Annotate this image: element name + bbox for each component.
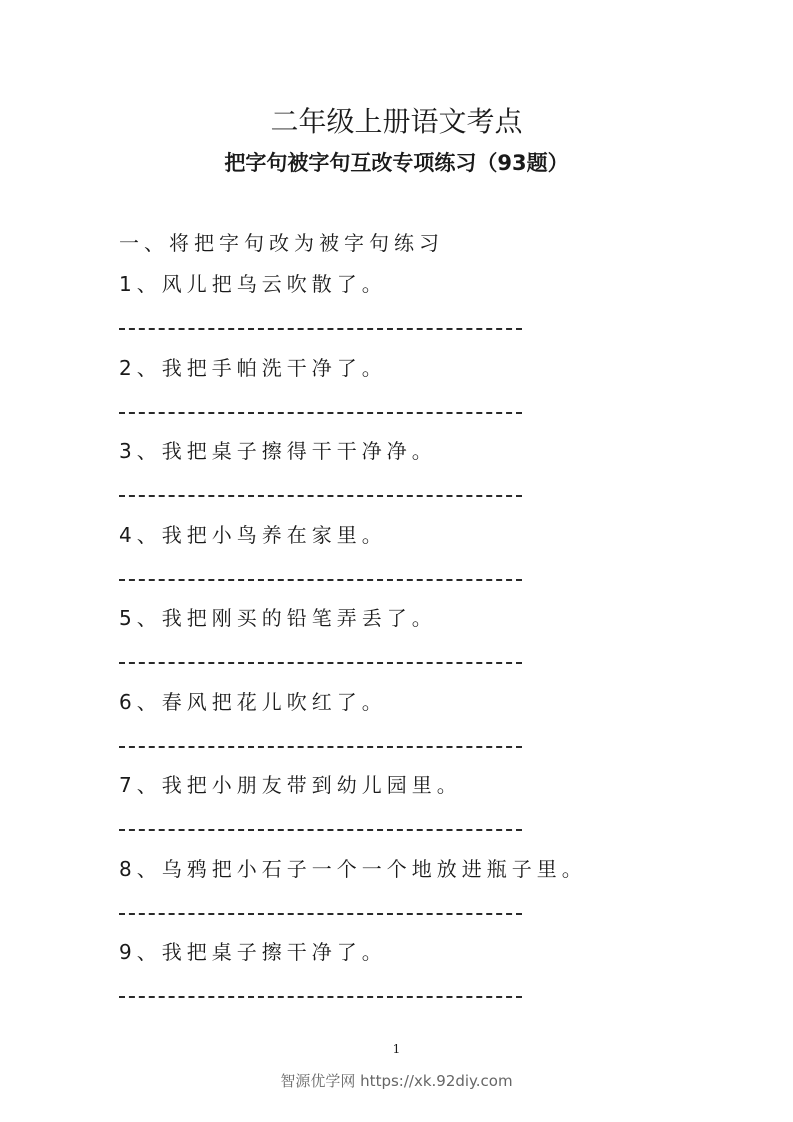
question-text: 2、我把手帕洗干净了。	[119, 355, 387, 380]
question-item	[119, 602, 719, 686]
footer-watermark: 智源优学网 https://xk.92diy.com	[280, 1072, 513, 1090]
question-item	[119, 352, 719, 436]
answer-line	[119, 746, 522, 748]
answer-line	[119, 495, 522, 497]
answer-line	[119, 412, 522, 414]
page-subtitle: 把字句被字句互改专项练习（93题）	[224, 151, 569, 175]
question-text: 4、我把小鸟养在家里。	[119, 522, 387, 547]
question-item	[119, 435, 719, 519]
answer-line	[119, 579, 522, 581]
answer-line	[119, 829, 522, 831]
question-text: 5、我把刚买的铅笔弄丢了。	[119, 606, 437, 630]
section-heading: 一、将把字句改为被字句练习	[119, 231, 444, 255]
question-item	[119, 268, 719, 352]
question-text: 6、春风把花儿吹红了。	[119, 689, 387, 714]
question-item	[119, 519, 719, 603]
answer-line	[119, 328, 522, 330]
question-item	[119, 853, 719, 937]
page-number: 1	[392, 1042, 401, 1056]
question-item	[119, 769, 719, 853]
answer-line	[119, 996, 522, 998]
answer-line	[119, 913, 522, 915]
question-text: 8、乌鸦把小石子一个一个地放进瓶子里。	[119, 856, 587, 881]
question-list	[119, 268, 719, 1020]
question-text: 9、我把桌子擦干净了。	[119, 940, 387, 964]
question-text: 3、我把桌子擦得干干净净。	[119, 439, 437, 463]
page-title: 二年级上册语文考点	[270, 105, 523, 138]
question-text: 1、风儿把乌云吹散了。	[119, 272, 387, 296]
question-text: 7、我把小朋友带到幼儿园里。	[119, 773, 462, 797]
question-item	[119, 936, 719, 1020]
answer-line	[119, 662, 522, 664]
question-item	[119, 686, 719, 770]
